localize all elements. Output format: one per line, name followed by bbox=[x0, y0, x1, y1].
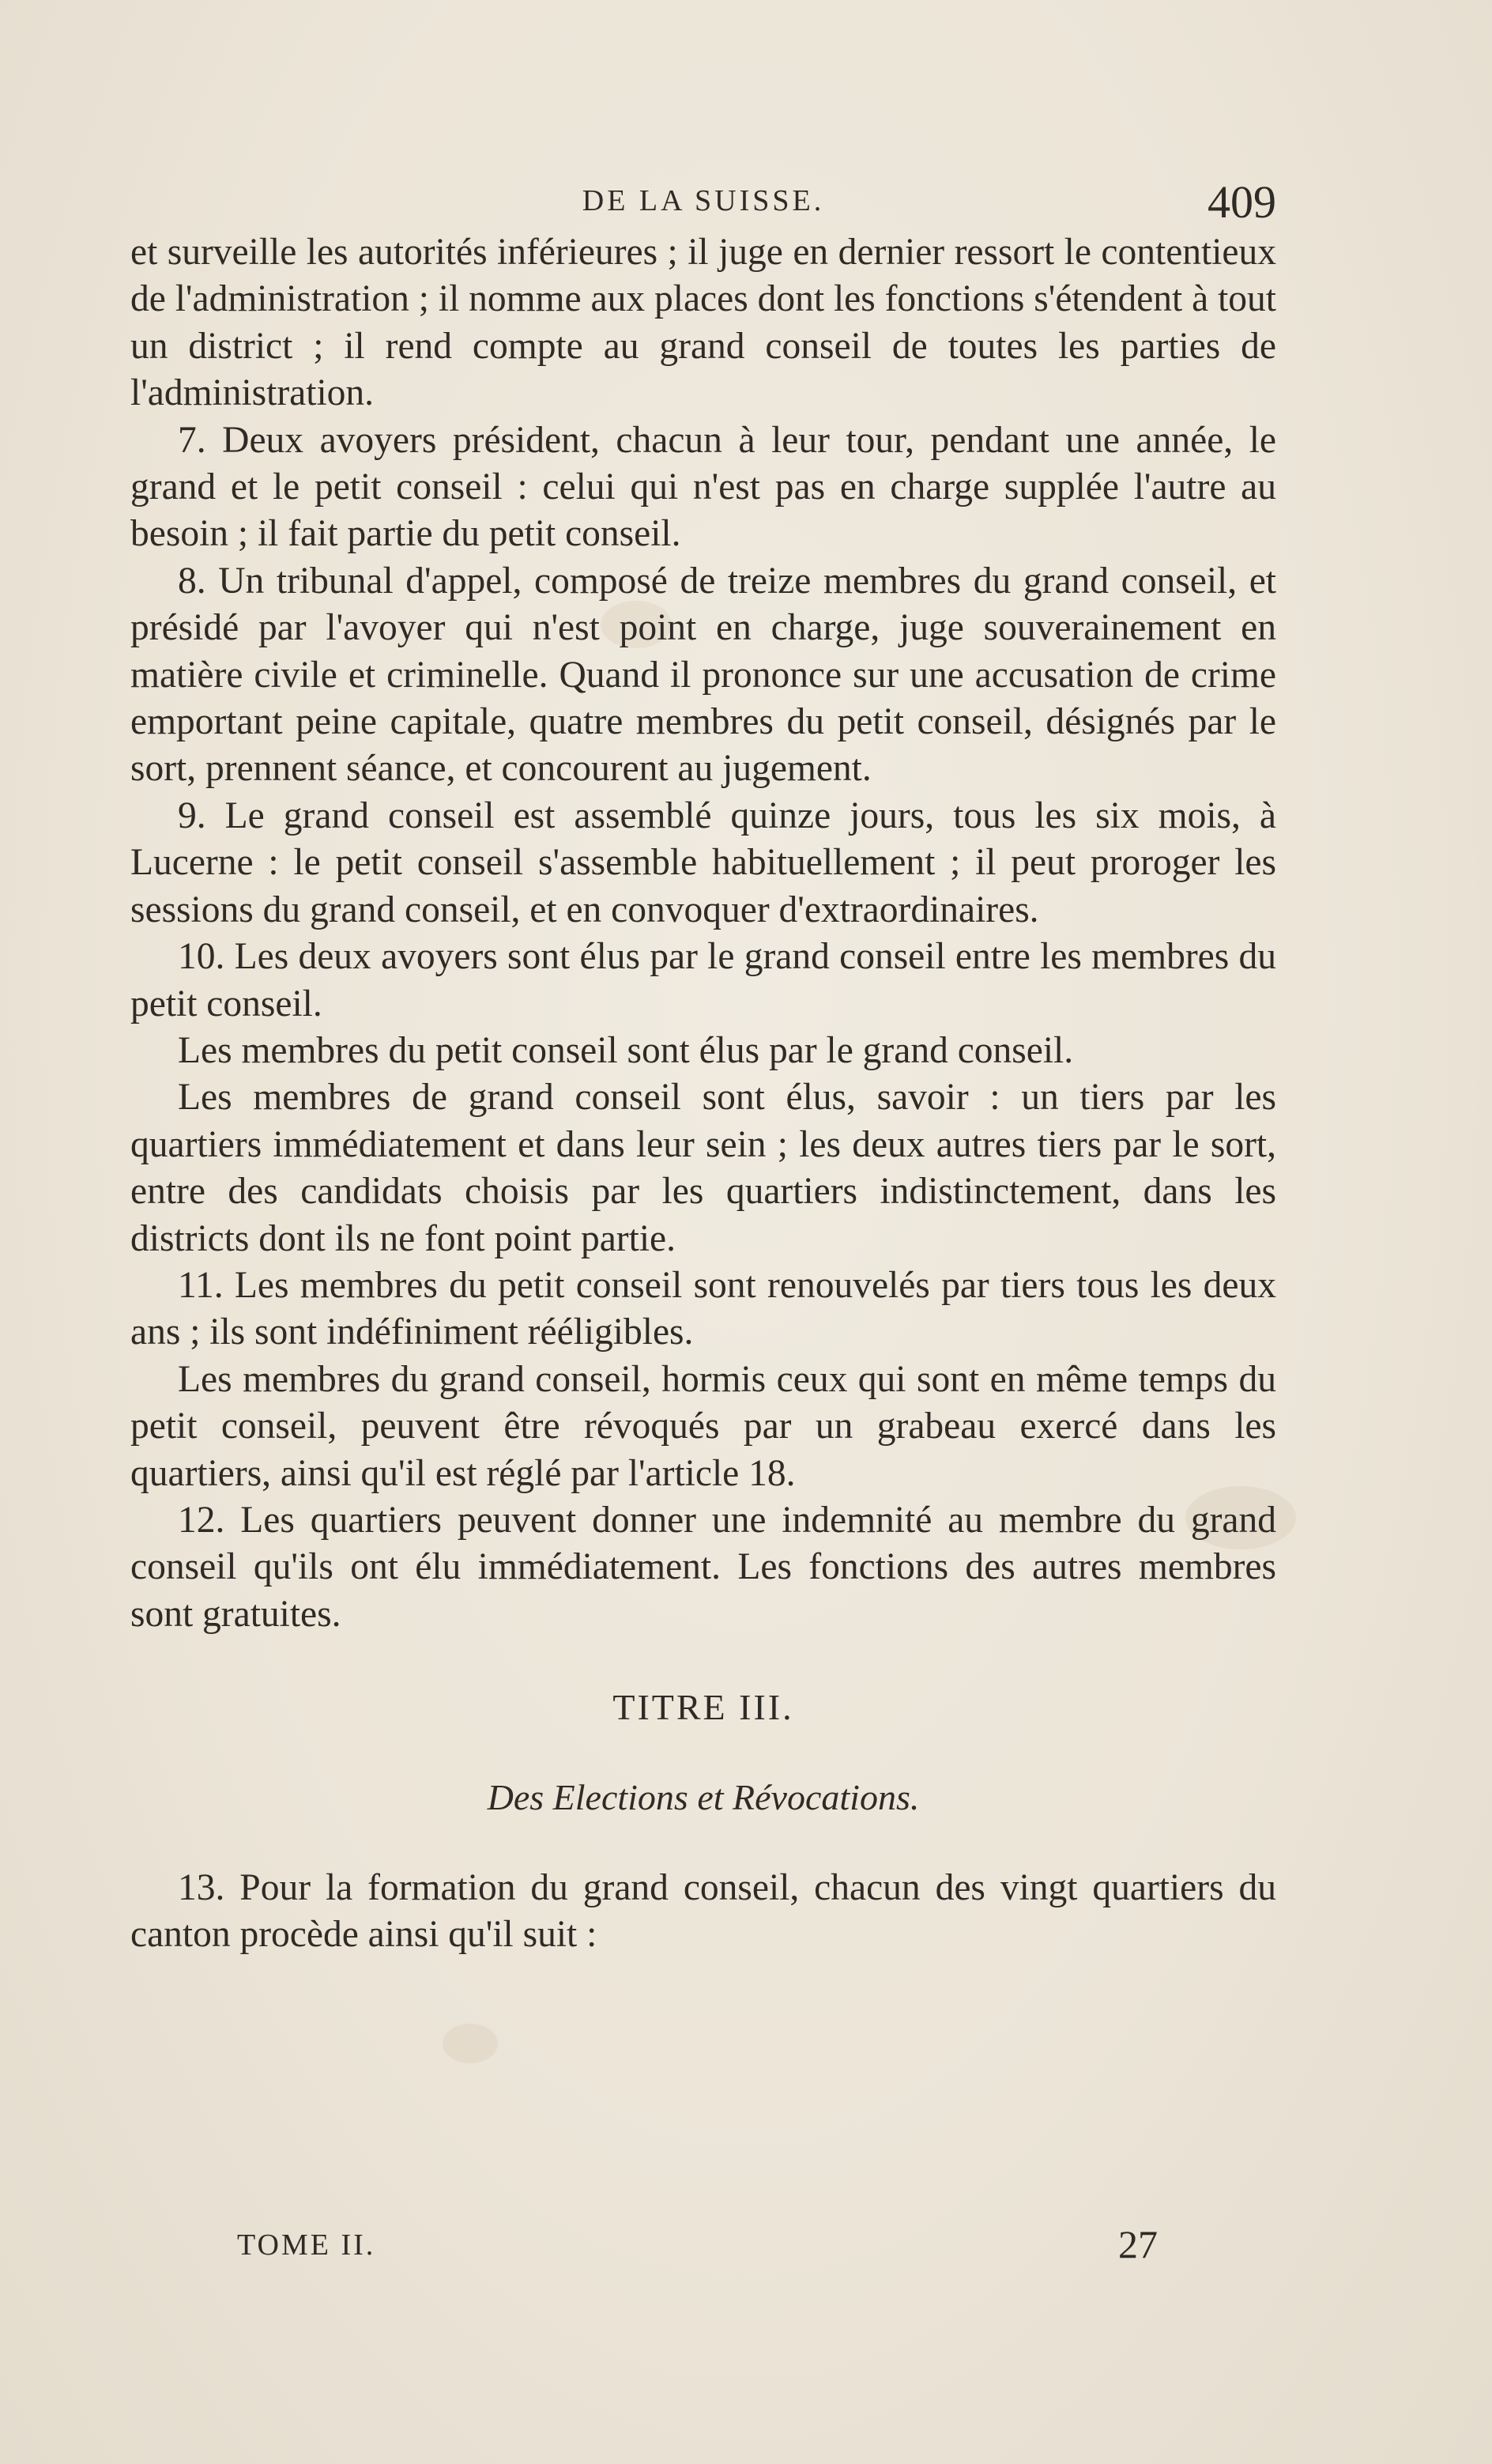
body-text bbox=[130, 229, 1276, 1959]
signature-mark: TOME II. bbox=[237, 2228, 376, 2262]
paragraph: 7. Deux avoyers président, chacun à leur tour, pendant une année, le grand et le petit conseil : celui qui n'est pas en charge supplée l'autre au besoin ; il fait partie du petit conseil. bbox=[130, 419, 1276, 555]
paragraph: 9. Le grand conseil est assemblé quinze jours, tous les six mois, à Lucerne : le petit conseil s'assemble habituellement ; il peut proroger les sessions du grand conseil, et en convoquer d'extraordinaires. bbox=[130, 794, 1276, 930]
sheet-number: 27 bbox=[1118, 2222, 1158, 2266]
paragraph: 13. Pour la formation du grand conseil, chacun des vingt quartiers du canton procède ainsi qu'il suit : bbox=[130, 1867, 1276, 1956]
paragraph: 12. Les quartiers peuvent donner une indemnité au membre du grand conseil qu'ils ont élu immédiatement. Les fonctions des autres membres sont gratuites. bbox=[130, 1499, 1276, 1635]
paragraph: et surveille les autorités inférieures ; il juge en dernier ressort le contentieux de l'administration ; il nomme aux places dont les fonctions s'étendent à tout un district ; il rend compte au grand conseil de toutes les parties de l'administration. bbox=[130, 232, 1276, 414]
paragraph: Les membres du petit conseil sont élus par le grand conseil. bbox=[178, 1029, 1074, 1071]
page-footer bbox=[237, 2222, 1158, 2275]
paper-stain bbox=[443, 2024, 498, 2063]
section-subtitle: Des Elections et Révocations. bbox=[487, 1776, 920, 1817]
paragraph: 8. Un tribunal d'appel, composé de treize membres du grand conseil, et présidé par l'avoyer qui n'est point en charge, juge souverainement en matière civile et criminelle. Quand il prononce sur une accusation de crime emportant peine capitale, quatre membres du petit conseil, désignés par le sort, prennent séance, et concourent au jugement. bbox=[130, 560, 1276, 790]
paragraph: 10. Les deux avoyers sont élus par le grand conseil entre les membres du petit conseil. bbox=[130, 936, 1276, 1024]
page-header bbox=[130, 175, 1276, 231]
paragraph: Les membres du grand conseil, hormis ceux qui sont en même temps du petit conseil, peuvent être révoqués par un grabeau exercé dans les quartiers, ainsi qu'il est réglé par l'article 18. bbox=[130, 1358, 1276, 1494]
running-head: DE LA SUISSE. bbox=[582, 184, 825, 217]
paragraph: 11. Les membres du petit conseil sont renouvelés par tiers tous les deux ans ; ils sont indéfiniment rééligibles. bbox=[130, 1264, 1276, 1353]
page-number: 409 bbox=[1208, 176, 1276, 228]
section-heading: TITRE III. bbox=[612, 1687, 794, 1728]
paragraph: Les membres de grand conseil sont élus, savoir : un tiers par les quartiers immédiatement et dans leur sein ; les deux autres tiers par le sort, entre des candidats choisis par les quartiers indistinctement, dans les districts dont ils ne font point partie. bbox=[130, 1077, 1276, 1259]
